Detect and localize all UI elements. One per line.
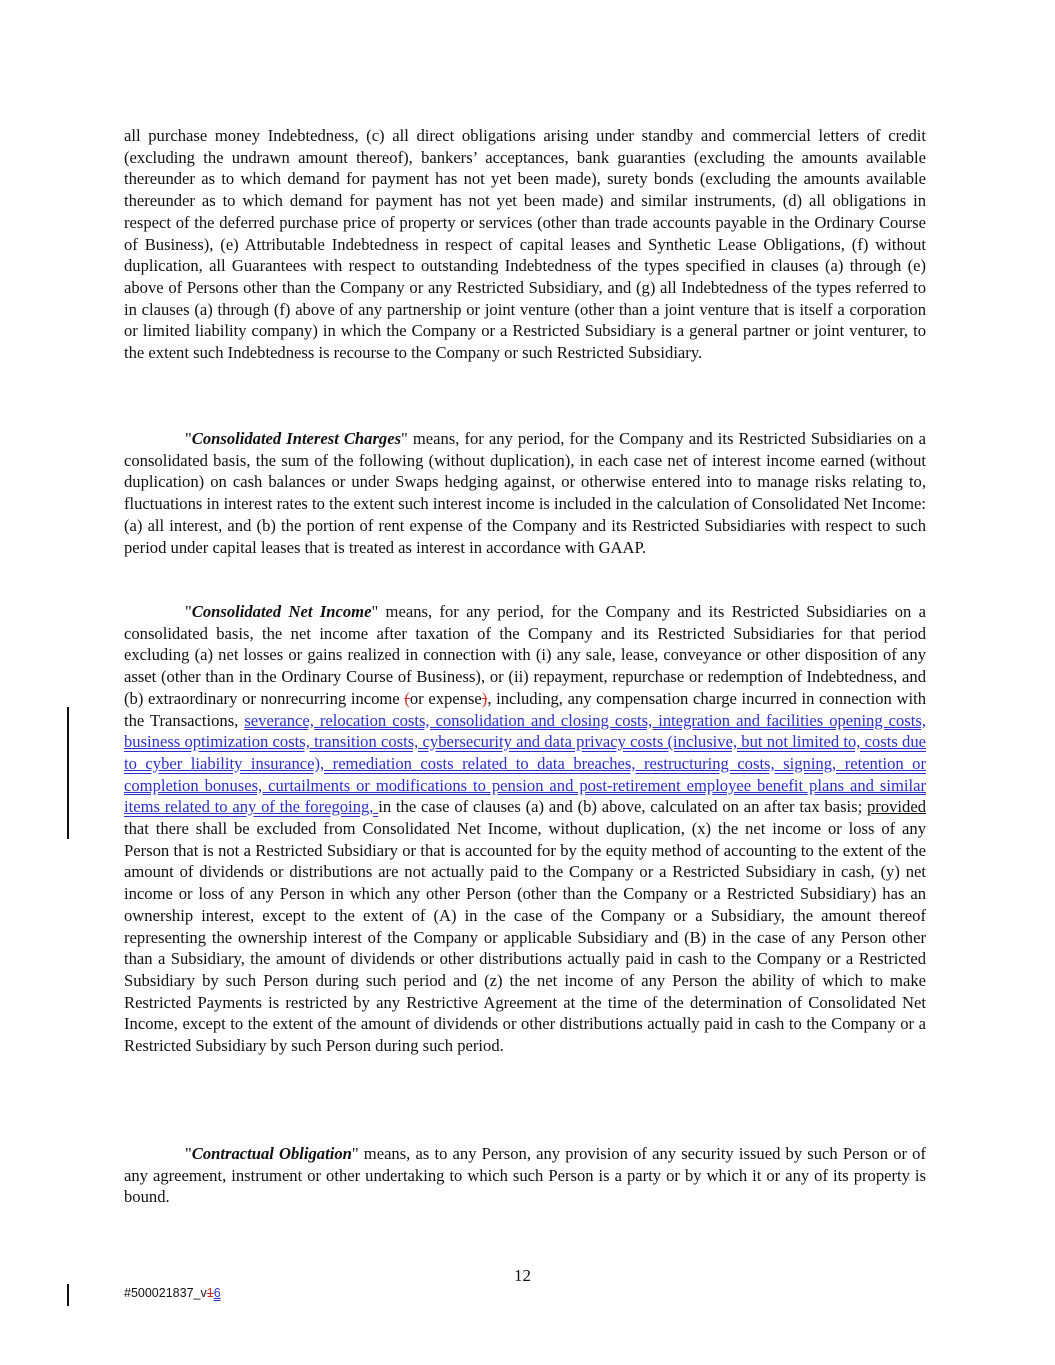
definition-contractual-obligation: [124, 1143, 926, 1208]
deleted-text: (: [404, 688, 410, 708]
revision-change-bar: [67, 1284, 69, 1306]
document-id: [124, 1286, 221, 1300]
revision-change-bar: [67, 707, 69, 839]
defined-term: Contractual Obligation: [191, 1144, 352, 1163]
definition-consolidated-interest-charges: [124, 428, 926, 558]
defined-term: Consolidated Net Income: [191, 602, 372, 621]
doc-id-deleted: 1: [206, 1286, 214, 1300]
definition-text: or expense: [409, 688, 482, 708]
definition-text: that there shall be excluded from Consolidated Net Income, without duplication, (x) the net income or loss of any Person that is not a Restricted Subsidiary or that is accounted for by the equity method of accounting to the extent of the amount of dividends or distributions are not actually paid to the Company or a Restricted Subsidiary in cash, (y) net income or loss of any Person in which any other Person (other than the Company or a Restricted Subsidiary) has an ownership interest, except to the extent of (A) in the case of the Company or a Subsidiary, the amount thereof representing the ownership interest of the Company or applicable Subsidiary and (B) in the case of any Person other than a Subsidiary, the amount of dividends or other distributions actually paid in cash to the Company or a Restricted Subsidiary by such Person during such period and (z) the net income of any Person the ability of which to make Restricted Payments is restricted by any Restrictive Agreement at the time of the determination of Consolidated Net Income, except to the extent of the amount of dividends or other distributions actually paid in cash to the Company or a Restricted Subsidiary by such Person during such period.: [124, 819, 926, 1056]
paragraph-indebtedness-continued: [124, 125, 926, 364]
deleted-text: ): [481, 688, 488, 708]
definition-text: , including, any compensation charge incurred in connection with the Transactions,: [124, 688, 926, 730]
provided-term: provided: [867, 797, 926, 817]
inserted-text: severance, relocation costs, consolidation and closing costs, integration and facilities opening costs, business optimization costs, transition costs, cybersecurity and data privacy costs (inclusive, but not limited to, costs due to cyber liability insurance), remediation costs related to data breaches, restructuring costs, signing, retention or completion bonuses, curtailments or modifications to pension and post-retirement employee benefit plans and similar items related to any of the foregoing,: [124, 710, 926, 817]
doc-id-prefix: #500021837_v: [124, 1286, 207, 1300]
definition-text: in the case of clauses (a) and (b) above, calculated on an after tax basis;: [378, 797, 867, 817]
open-quote: ": [185, 602, 192, 621]
definition-text: " means, for any period, for the Company and its Restricted Subsidiaries on a consolidated basis, the net income after taxation of the Company and its Restricted Subsidiaries for that period excluding (a) net losses or gains realized in connection with (i) any sale, lease, conveyance or other disposition of any asset (other than in the Ordinary Course of Business), or (ii) repayment, repurchase or redemption of Indebtedness, and (b) extraordinary or nonrecurring income: [124, 602, 927, 708]
definition-consolidated-net-income: [124, 601, 926, 1057]
defined-term: Consolidated Interest Charges: [191, 429, 402, 448]
paragraph-text: all purchase money Indebtedness, (c) all direct obligations arising under standby and commercial letters of credit (excluding the undrawn amount thereof), bankers’ acceptances, bank guaranties (excluding the amounts available thereunder as to which demand for payment has not yet been made), surety bonds (excluding the amounts available thereunder as to which demand for payment has not yet been made) and similar instruments, (d) all obligations in respect of the deferred purchase price of property or services (other than trade accounts payable in the Ordinary Course of Business), (e) Attributable Indebtedness in respect of capital leases and Synthetic Lease Obligations, (f) without duplication, all Guarantees with respect to outstanding Indebtedness of the types specified in clauses (a) through (e) above of Persons other than the Company or any Restricted Subsidiary, and (g) all Indebtedness of the types referred to in clauses (a) through (f) above of any partnership or joint venture (other than a joint venture that is itself a corporation or limited liability company) in which the Company or a Restricted Subsidiary is a general partner or joint venturer, to the extent such Indebtedness is recourse to the Company or such Restricted Subsidiary.: [124, 126, 926, 363]
definition-text: " means, for any period, for the Company and its Restricted Subsidiaries on a consolidated basis, the sum of the following (without duplication), in each case net of interest income earned (without duplication) on cash balances or under Swaps hedging against, or otherwise entered into to manage risks relating to, fluctuations in interest rates to the extent such interest income is included in the calculation of Consolidated Net Income: (a) all interest, and (b) the portion of rent expense of the Company and its Restricted Subsidiaries with respect to such period under capital leases that is treated as interest in accordance with GAAP.: [124, 429, 926, 557]
open-quote: ": [185, 429, 192, 448]
doc-id-inserted: 6: [213, 1286, 221, 1300]
definition-text: " means, as to any Person, any provision of any security issued by such Person or of any agreement, instrument or other undertaking to which such Person is a party or by which it or any of its property is bound.: [124, 1144, 927, 1207]
open-quote: ": [185, 1144, 192, 1163]
page-number: 12: [514, 1266, 531, 1285]
